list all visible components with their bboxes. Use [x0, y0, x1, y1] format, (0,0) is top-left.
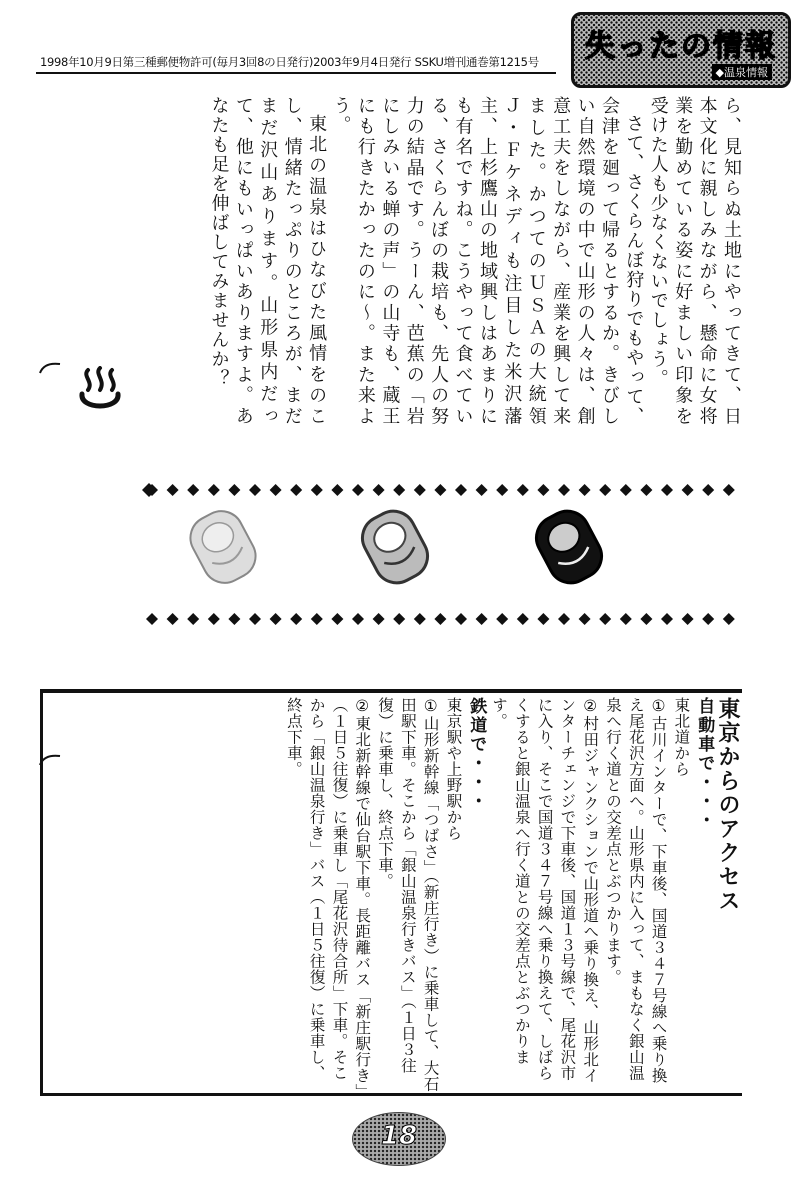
diamond-ornament-icon	[352, 484, 364, 496]
access-title: 東京からのアクセス	[715, 697, 740, 913]
diamond-ornament-icon	[208, 484, 220, 496]
diamond-ornament-icon	[393, 613, 405, 625]
diamond-ornament-icon	[558, 613, 570, 625]
car-section-heading: 自動車で・・・	[694, 697, 715, 830]
diamond-ornament-icon	[393, 484, 405, 496]
diamond-ornament-icon	[187, 613, 199, 625]
diamond-ornament-icon	[187, 484, 199, 496]
diamond-ornament-icon	[599, 613, 611, 625]
diamond-ornament-icon	[455, 484, 467, 496]
diamond-ornament-icon	[414, 613, 426, 625]
diamond-ornament-icon	[682, 484, 694, 496]
diamond-ornament-icon	[311, 484, 323, 496]
diamond-ornament-icon	[661, 484, 673, 496]
diamond-ornament-icon	[352, 613, 364, 625]
article-paragraph-2: さて、さくらんぼ狩りでもやって、会津を廻って帰るとするか。きびしい自然環境の中で山形の人々は、創意工夫をしながら、産業を興して来ました。かつてのＵＳＡの大統領Ｊ・Ｆケネディも注目した米沢藩主、上杉鷹山の地域興しはあまりにも有名ですね。こうやって食べている、さくらんぼの栽培も、先人の努力の結晶です。うーん、芭蕉の「岩にしみいる蝉の声」の山寺も、蔵王にも行きたかったのに～。また来よう。	[330, 96, 645, 426]
diamond-ornament-icon	[290, 613, 302, 625]
logo-title: 失ったの情報	[585, 29, 777, 64]
kokeshi-doll-medium-icon	[340, 504, 450, 590]
diamond-ornament-icon	[517, 484, 529, 496]
diamond-ornament-icon	[640, 484, 652, 496]
diamond-ornament-icon	[167, 613, 179, 625]
logo-subtitle: ◆温泉情報	[712, 64, 772, 80]
rail-section-heading: 鉄道で・・・	[466, 697, 487, 811]
rail-intro: 東京駅や上野駅から	[444, 697, 463, 841]
diamond-ornament-icon	[434, 613, 446, 625]
diamond-ornament-icon	[270, 484, 282, 496]
diamond-divider-bottom	[142, 612, 742, 626]
diamond-ornament-icon	[723, 613, 735, 625]
diamond-ornament-icon	[702, 484, 714, 496]
diamond-ornament-icon	[496, 484, 508, 496]
diamond-ornament-icon	[579, 484, 591, 496]
kokeshi-doll-dark-icon	[514, 504, 624, 590]
curl-ornament-icon	[38, 360, 62, 374]
article-paragraph-3: 東北の温泉はひなびた風情をのこし、情緒たっぷりのところが、まだまだ沢山あります。山形県内だって、他にもいっぱいありますよ。あなたも足を伸ばしてみませんか？	[208, 96, 328, 426]
diamond-ornament-icon	[373, 484, 385, 496]
diamond-ornament-icon	[434, 484, 446, 496]
onsen-info-logo	[571, 12, 791, 88]
diamond-ornament-icon	[496, 613, 508, 625]
diamond-ornament-icon	[537, 613, 549, 625]
car-intro: 東北道から	[672, 697, 691, 777]
diamond-ornament-icon	[558, 484, 570, 496]
diamond-ornament-icon	[517, 613, 529, 625]
diamond-ornament-icon	[167, 484, 179, 496]
diamond-ornament-icon	[661, 613, 673, 625]
diamond-ornament-icon	[331, 613, 343, 625]
diamond-ornament-icon	[476, 613, 488, 625]
hot-spring-icon	[78, 366, 122, 416]
diamond-ornament-icon	[414, 484, 426, 496]
access-info-text	[58, 697, 738, 1092]
diamond-ornament-icon	[579, 613, 591, 625]
diamond-ornament-icon	[537, 484, 549, 496]
diamond-ornament-icon	[723, 484, 735, 496]
diamond-ornament-icon	[620, 613, 632, 625]
diamond-ornament-icon	[290, 484, 302, 496]
diamond-ornament-icon	[331, 484, 343, 496]
diamond-ornament-icon	[702, 613, 714, 625]
header-rule	[36, 72, 556, 74]
diamond-ornament-icon	[455, 613, 467, 625]
article-body	[143, 96, 743, 426]
article-paragraph-1: ら、見知らぬ土地にやってきて、日本文化に親しみながら、懸命に女将業を勤めている姿に好ましい印象を受けた人も少なくないでしょう。	[647, 96, 742, 427]
diamond-ornament-icon	[270, 613, 282, 625]
rail-route-2: ②東北新幹線で仙台駅下車。長距離バス「新庄駅行き」（１日５往復）に乗車し「尾花沢待合所」下車。そこから「銀山温泉行き」バス（１日５往復）に乗車し、終点下車。	[284, 697, 372, 1092]
page-number: 18	[380, 1121, 418, 1151]
page-number-badge	[352, 1112, 446, 1166]
diamond-ornament-icon	[228, 613, 240, 625]
diamond-ornament-icon	[228, 484, 240, 496]
diamond-ornament-icon	[476, 484, 488, 496]
diamond-ornament-icon	[249, 613, 261, 625]
car-route-2: ②村田ジャンクションで山形道へ乗り換え、山形北インターチェンジで下車後、国道１３号線で、尾花沢市に入り、そこで国道３４７号線へ乗り換えて、しばらくすると銀山温泉へ行く道との交差点とぶつかります。	[490, 697, 600, 1084]
diamond-divider-top	[142, 483, 742, 497]
postal-permit-line: 1998年10月9日第三種郵便物許可(毎月3回8の日発行)2003年9月4日発行 SSKU増刊通巻第1215号	[40, 55, 539, 69]
diamond-ornament-icon	[640, 613, 652, 625]
diamond-ornament-icon	[620, 484, 632, 496]
diamond-ornament-icon	[146, 613, 158, 625]
diamond-ornament-icon	[682, 613, 694, 625]
kokeshi-doll-light-icon	[168, 504, 278, 590]
diamond-ornament-icon	[373, 613, 385, 625]
diamond-ornament-icon	[249, 484, 261, 496]
diamond-ornament-icon	[311, 613, 323, 625]
rail-route-1: ①山形新幹線「つばさ」（新庄行き）に乗車して、大石田駅下車。そこから「銀山温泉行きバス」（１日３往復）に乗車し、終点下車。	[376, 697, 440, 1092]
diamond-ornament-icon	[208, 613, 220, 625]
car-route-1: ①古川インターで、下車後、国道３４７号線へ乗り換え尾花沢方面へ。山形県内に入って、まもなく銀山温泉へ行く道との交差点とぶつかります。	[604, 697, 668, 1084]
diamond-ornament-icon	[599, 484, 611, 496]
